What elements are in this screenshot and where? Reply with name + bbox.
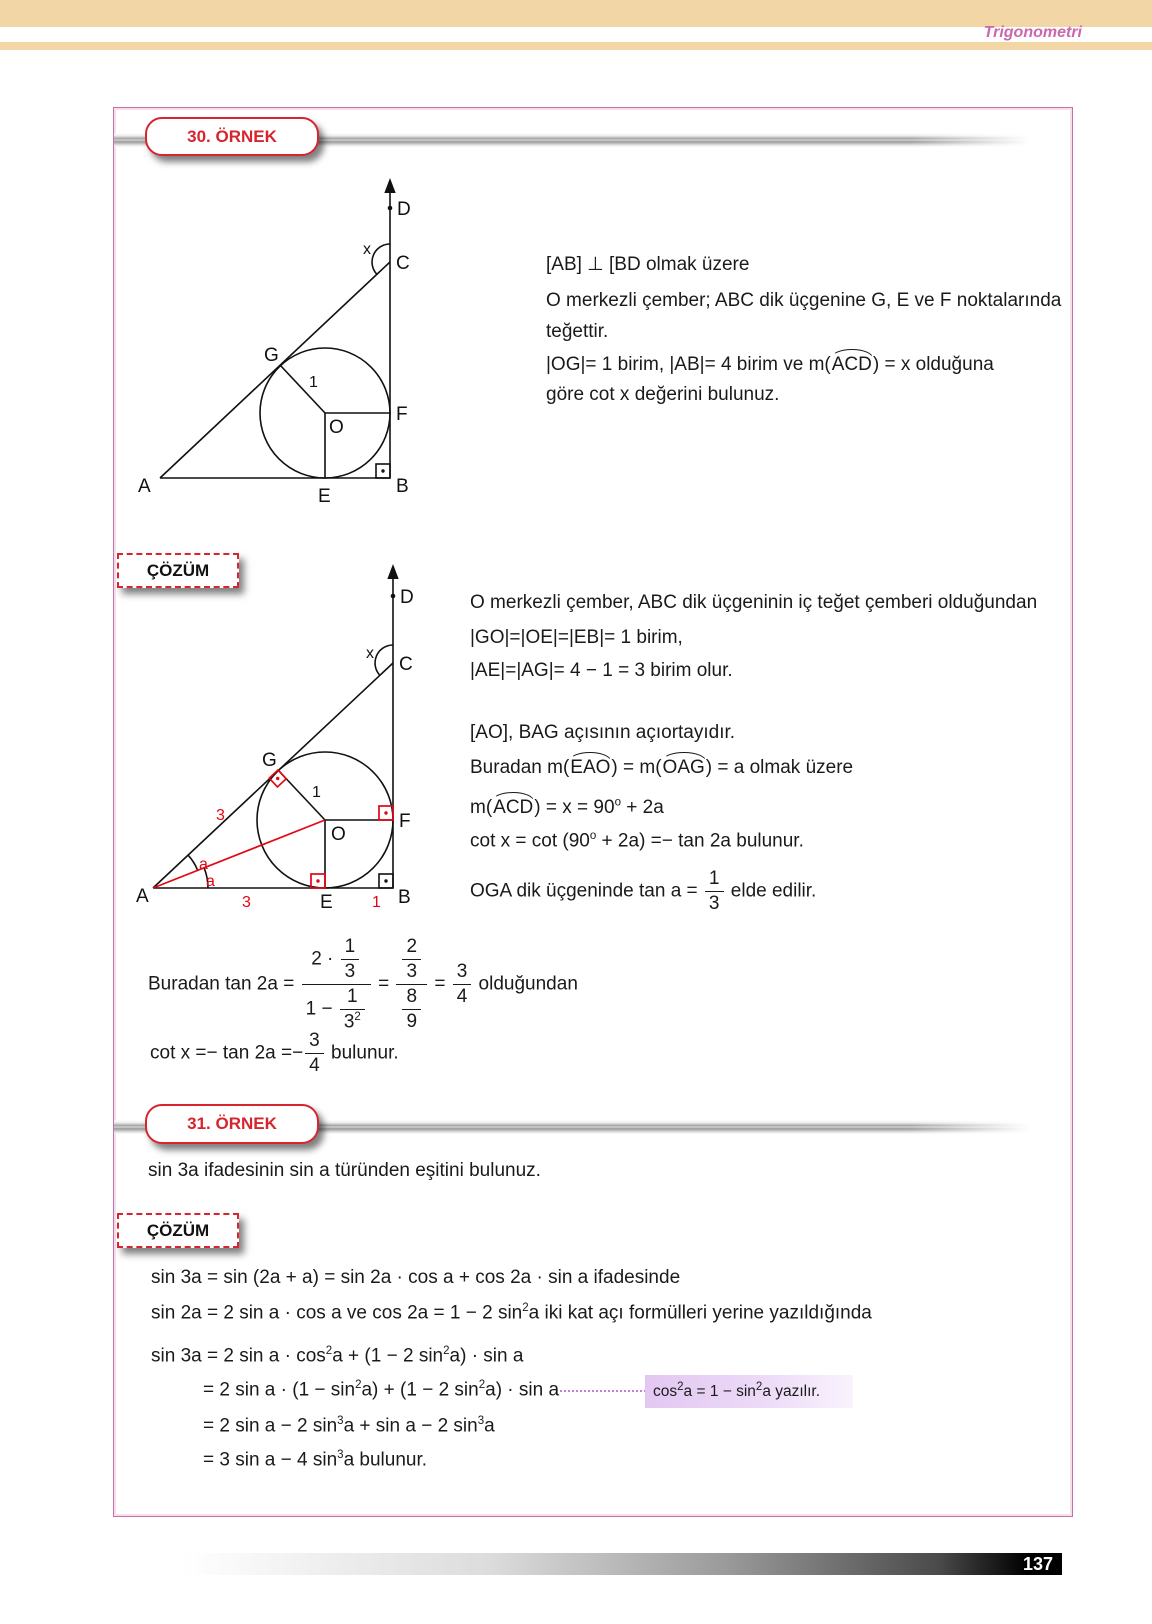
label-angle-a-upper: a [199, 856, 208, 873]
ornek30-badge [145, 117, 319, 156]
ornek31-badge-label: 31. ÖRNEK [187, 1114, 277, 1133]
point-D-dot [391, 594, 396, 599]
label-angle-a-lower: a [206, 873, 215, 890]
label-A: A [138, 476, 151, 497]
page-footer-bar [182, 1553, 1062, 1575]
solution30-line3: |AE|=|AG|= 4 − 1 = 3 birim olur. [470, 660, 733, 681]
arrowhead-ray-BD [384, 178, 395, 193]
right-angle-G-dot [276, 777, 279, 780]
chapter-title: Trigonometri [983, 24, 1082, 41]
label-C: C [399, 654, 413, 675]
label-radius-1: 1 [312, 784, 321, 801]
solution31-line2: sin 2a = 2 sin a · cos a ve cos 2a = 1 − 2 $\sin^2a$ iki kat açı formülleri yerine yazıldığında [151, 1302, 872, 1324]
problem30-line2: O merkezli çember; ABC dik üçgenine G, E ve F noktalarında [546, 290, 1062, 311]
label-O: O [329, 417, 344, 438]
solution31-line6: = 3 sin a − 4 $\sin^3a$ bulunur. [203, 1449, 428, 1471]
right-angle-F-dot [384, 811, 387, 814]
header-band-sub [0, 42, 1152, 50]
cozum30-badge-label: ÇÖZÜM [146, 560, 210, 580]
solution30-line7: $\cot x = \cot (90^o + 2a) =- \tan 2a$ bulunur. [470, 830, 804, 852]
solution31-line5: = 2 sin a − 2 $\sin^3a + \sin a - 2$ $\sin^3a$ [203, 1415, 495, 1437]
side-note-text: $\cos^2a = 1 - \sin^2a$ yazılır. [653, 1381, 821, 1401]
point-D-dot [388, 206, 393, 211]
solution30-line2: |GO|=|OE|=|EB|= 1 birim, [470, 627, 683, 648]
note-connector-dots [560, 1390, 646, 1392]
cozum30-badge [117, 553, 239, 588]
label-C: C [396, 253, 410, 274]
label-A: A [136, 886, 149, 907]
solution30-line4: [AO], BAG açısının açıortayıdır. [470, 722, 736, 743]
problem30-line4: |OG|= 1 birim, |AB|= 4 birim ve m(ACD) = x olduğuna [546, 354, 994, 375]
solution30-line6: $m(ACD) = x = 90^o + 2a$ [470, 796, 664, 818]
problem30-line3: teğettir. [546, 321, 609, 342]
label-len-AG: 3 [216, 807, 225, 824]
label-B: B [398, 887, 411, 908]
diagram-example30 [130, 170, 430, 522]
solution30-line8: OGA dik üçgeninde tan a = $\frac{1}{3}$ elde edilir. [470, 868, 817, 914]
label-E: E [320, 892, 333, 913]
solution30-line1: O merkezli çember, ABC dik üçgeninin iç teğet çemberi olduğundan [470, 592, 1038, 613]
label-len-EB: 1 [372, 894, 381, 911]
solution31-line3: sin 3a = 2 $\sin a \cdot \cos^2a + (1 - 2$ $\sin^2a) \cdot \sin a$ [151, 1345, 524, 1367]
ornek31-badge [145, 1104, 319, 1144]
solution31-line4: = 2 $\sin a \cdot (1 - \sin^2a) + (1 - 2$ $\sin^2a) \cdot \sin a$ [203, 1379, 560, 1401]
label-F: F [396, 404, 408, 425]
solution30-line5: Buradan m(EAO) = m(OAG) = a olmak üzere [470, 757, 854, 778]
label-E: E [318, 486, 331, 507]
bisector-AO [153, 820, 325, 888]
angle-a-upper-arc [188, 855, 198, 870]
problem30-line5: göre cot x değerini bulunuz. [546, 384, 780, 405]
solution30-cotx-line: cot x =− tan 2a =− $\frac{3}{4}$ bulunur. [150, 1030, 399, 1076]
label-angle-x: x [366, 645, 374, 662]
label-O: O [331, 824, 346, 845]
label-G: G [262, 750, 277, 771]
cozum31-badge-label: ÇÖZÜM [146, 1220, 210, 1240]
label-angle-x: x [363, 241, 371, 258]
label-B: B [396, 476, 409, 497]
radius-OG [280, 365, 325, 413]
right-angle-B-dot [381, 469, 384, 472]
label-D: D [400, 587, 414, 608]
label-len-AE: 3 [242, 894, 251, 911]
cozum31-badge [117, 1213, 239, 1248]
label-G: G [264, 345, 279, 366]
solution31-line1: sin 3a = sin (2a + a) = sin 2a · cos a + cos 2a · sin a ifadesinde [151, 1267, 681, 1288]
solution30-tan2a-line: Buradan tan 2a = 2 · $\frac{1}{3}$ 1 − $\frac{1}{3^2}$ = $\frac{\frac{2}{3}}{\frac{8}{9}}$ = $\frac{3}{4}$ olduğundan [148, 936, 578, 1032]
side-AC [160, 262, 390, 478]
arrowhead-ray-BD [387, 564, 398, 579]
problem30-line1: [AB] ⊥ [BD olmak üzere [546, 254, 750, 275]
diagram-solution30 [128, 556, 428, 914]
side-note-box [645, 1375, 853, 1408]
header-band-top [0, 0, 1152, 27]
right-angle-B-dot [384, 879, 387, 882]
label-radius-1: 1 [309, 374, 318, 391]
label-D: D [397, 199, 411, 220]
ornek30-badge-label: 30. ÖRNEK [187, 126, 277, 146]
problem31-line: sin 3a ifadesinin sin a türünden eşitini bulunuz. [148, 1160, 541, 1181]
label-F: F [399, 811, 411, 832]
page-number: 137 [1022, 1553, 1053, 1574]
right-angle-E-dot [316, 879, 319, 882]
